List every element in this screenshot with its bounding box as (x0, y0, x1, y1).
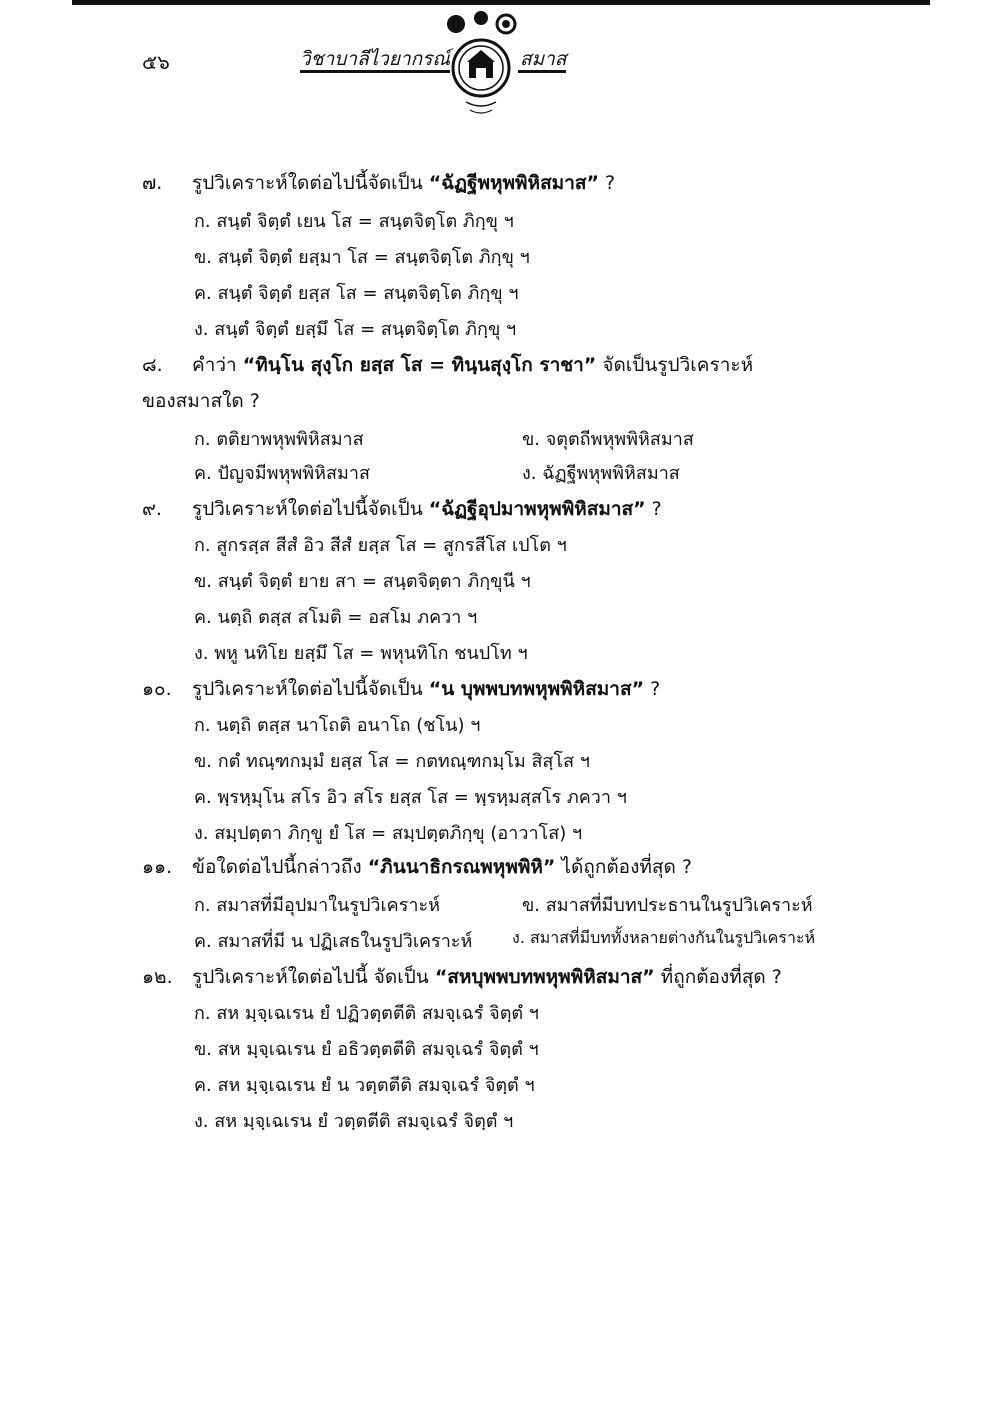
question-suffix: จัดเป็นรูปวิเคราะห์ (596, 354, 754, 376)
question-number: ๑๑. (142, 856, 173, 878)
question-text: รูปวิเคราะห์ใดต่อไปนี้ จัดเป็น (192, 966, 435, 988)
option-12c[interactable]: ค. สห มฺจฺเฉเรน ยํ น วตฺตตีติ สมจฺเฉรํ จิตฺตํ ฯ (194, 1075, 535, 1096)
option-12a[interactable]: ก. สห มฺจฺเฉเรน ยํ ปฏิวตฺตตีติ สมจฺเฉรํ จิตฺตํ ฯ (194, 1003, 539, 1024)
question-keyword: “ทินฺโน สุงฺโก ยสฺส โส = ทินฺนสุงฺโก ราชา” (242, 354, 597, 376)
option-9a[interactable]: ก. สูกรสฺส สีสํ อิว สีสํ ยสฺส โส = สูกรสีโส เปโต ฯ (194, 535, 567, 556)
question-number: ๗. (142, 172, 163, 194)
option-11a[interactable]: ก. สมาสที่มีอุปมาในรูปวิเคราะห์ (194, 895, 441, 916)
option-7a[interactable]: ก. สนฺตํ จิตฺตํ เยน โส = สนฺตจิตฺโต ภิกฺขุ ฯ (194, 211, 514, 232)
question-8 (142, 350, 753, 380)
option-10a[interactable]: ก. นตฺถิ ตสฺส นาโถติ อนาโถ (ชโน) ฯ (194, 715, 481, 736)
question-number: ๘. (142, 354, 163, 376)
question-number: ๙. (142, 498, 162, 520)
question-suffix: ? (644, 678, 661, 700)
question-keyword: “สหบุพพบทพหุพพิหิสมาส” (434, 966, 655, 988)
question-8-line2: ของสมาสใด ? (142, 390, 260, 412)
question-12 (142, 962, 782, 992)
page-number: ๕๖ (142, 50, 170, 74)
question-suffix: ? (598, 172, 616, 194)
question-7 (142, 168, 615, 198)
question-text: ข้อใดต่อไปนี้กล่าวถึง (192, 856, 368, 878)
option-10b[interactable]: ข. กตํ ทณฺฑกมฺมํ ยสฺส โส = กตทณฺฑกมฺโม สิสฺโส ฯ (194, 751, 590, 772)
section-underline (518, 70, 566, 73)
option-8d[interactable]: ง. ฉัฏฐีพหุพพิหิสมาส (522, 463, 680, 484)
question-number: ๑๒. (142, 966, 173, 988)
question-text: รูปวิเคราะห์ใดต่อไปนี้จัดเป็น (192, 498, 429, 520)
option-10d[interactable]: ง. สมฺปตฺตา ภิกฺขู ยํ โส = สมฺปตฺตภิกฺขุ (อาวาโส) ฯ (194, 823, 583, 844)
option-8c[interactable]: ค. ปัญจมีพหุพพิหิสมาส (194, 463, 370, 484)
option-12d[interactable]: ง. สห มฺจฺเฉเรน ยํ วตฺตตีติ สมจฺเฉรํ จิตฺตํ ฯ (194, 1111, 514, 1132)
book-title: วิชาบาลีไวยากรณ์ (300, 48, 450, 70)
option-9c[interactable]: ค. นตฺถิ ตสฺส สโมติ = อสโม ภควา ฯ (194, 607, 478, 628)
question-9 (142, 494, 662, 524)
question-number: ๑๐. (142, 678, 172, 700)
question-suffix: ที่ถูกต้องที่สุด ? (654, 966, 782, 988)
option-9b[interactable]: ข. สนฺตํ จิตฺตํ ยาย สา = สนฺตจิตฺตา ภิกฺขุนี ฯ (194, 571, 531, 592)
question-keyword: “ฉัฏฐีพหุพพิหิสมาส” (428, 172, 599, 194)
question-text: รูปวิเคราะห์ใดต่อไปนี้จัดเป็น (192, 678, 429, 700)
option-12b[interactable]: ข. สห มฺจฺเฉเรน ยํ อธิวตฺตตีติ สมจฺเฉรํ จิตฺตํ ฯ (194, 1039, 539, 1060)
question-keyword: “ฉัฏฐีอุปมาพหุพพิหิสมาส” (428, 498, 646, 520)
option-11b[interactable]: ข. สมาสที่มีบทประธานในรูปวิเคราะห์ (522, 895, 813, 916)
top-rule (72, 0, 930, 5)
institution-seal-logo (436, 10, 526, 120)
question-keyword: “ภินนาธิกรณพหุพพิหิ” (367, 856, 556, 878)
option-7b[interactable]: ข. สนฺตํ จิตฺตํ ยสฺมา โส = สนฺตจิตฺโต ภิกฺขุ ฯ (194, 247, 530, 268)
section-title: สมาส (520, 48, 567, 70)
option-11d[interactable]: ง. สมาสที่มีบททั้งหลายต่างกันในรูปวิเคราะห์ (512, 928, 816, 947)
option-8b[interactable]: ข. จตุตถีพหุพพิหิสมาส (522, 429, 694, 450)
question-suffix: ? (645, 498, 662, 520)
question-text: คำว่า (192, 354, 243, 376)
question-text: รูปวิเคราะห์ใดต่อไปนี้จัดเป็น (192, 172, 429, 194)
title-underline (300, 70, 450, 73)
question-10 (142, 674, 660, 704)
option-9d[interactable]: ง. พหู นทิโย ยสฺมึ โส = พหุนทิโก ชนปโท ฯ (194, 643, 528, 664)
option-11c[interactable]: ค. สมาสที่มี น ปฏิเสธในรูปวิเคราะห์ (194, 931, 473, 952)
option-10c[interactable]: ค. พฺรหฺมุโน สโร อิว สโร ยสฺส โส = พฺรหฺมสฺสโร ภควา ฯ (194, 787, 627, 808)
question-11 (142, 852, 692, 882)
question-keyword: “น บุพพบทพหุพพิหิสมาส” (428, 678, 645, 700)
option-7c[interactable]: ค. สนฺตํ จิตฺตํ ยสฺส โส = สนฺตจิตฺโต ภิกฺขุ ฯ (194, 283, 519, 304)
option-8a[interactable]: ก. ตติยาพหุพพิหิสมาส (194, 429, 364, 450)
question-suffix: ได้ถูกต้องที่สุด ? (555, 856, 692, 878)
option-7d[interactable]: ง. สนฺตํ จิตฺตํ ยสฺมึ โส = สนฺตจิตฺโต ภิกฺขุ ฯ (194, 319, 517, 340)
